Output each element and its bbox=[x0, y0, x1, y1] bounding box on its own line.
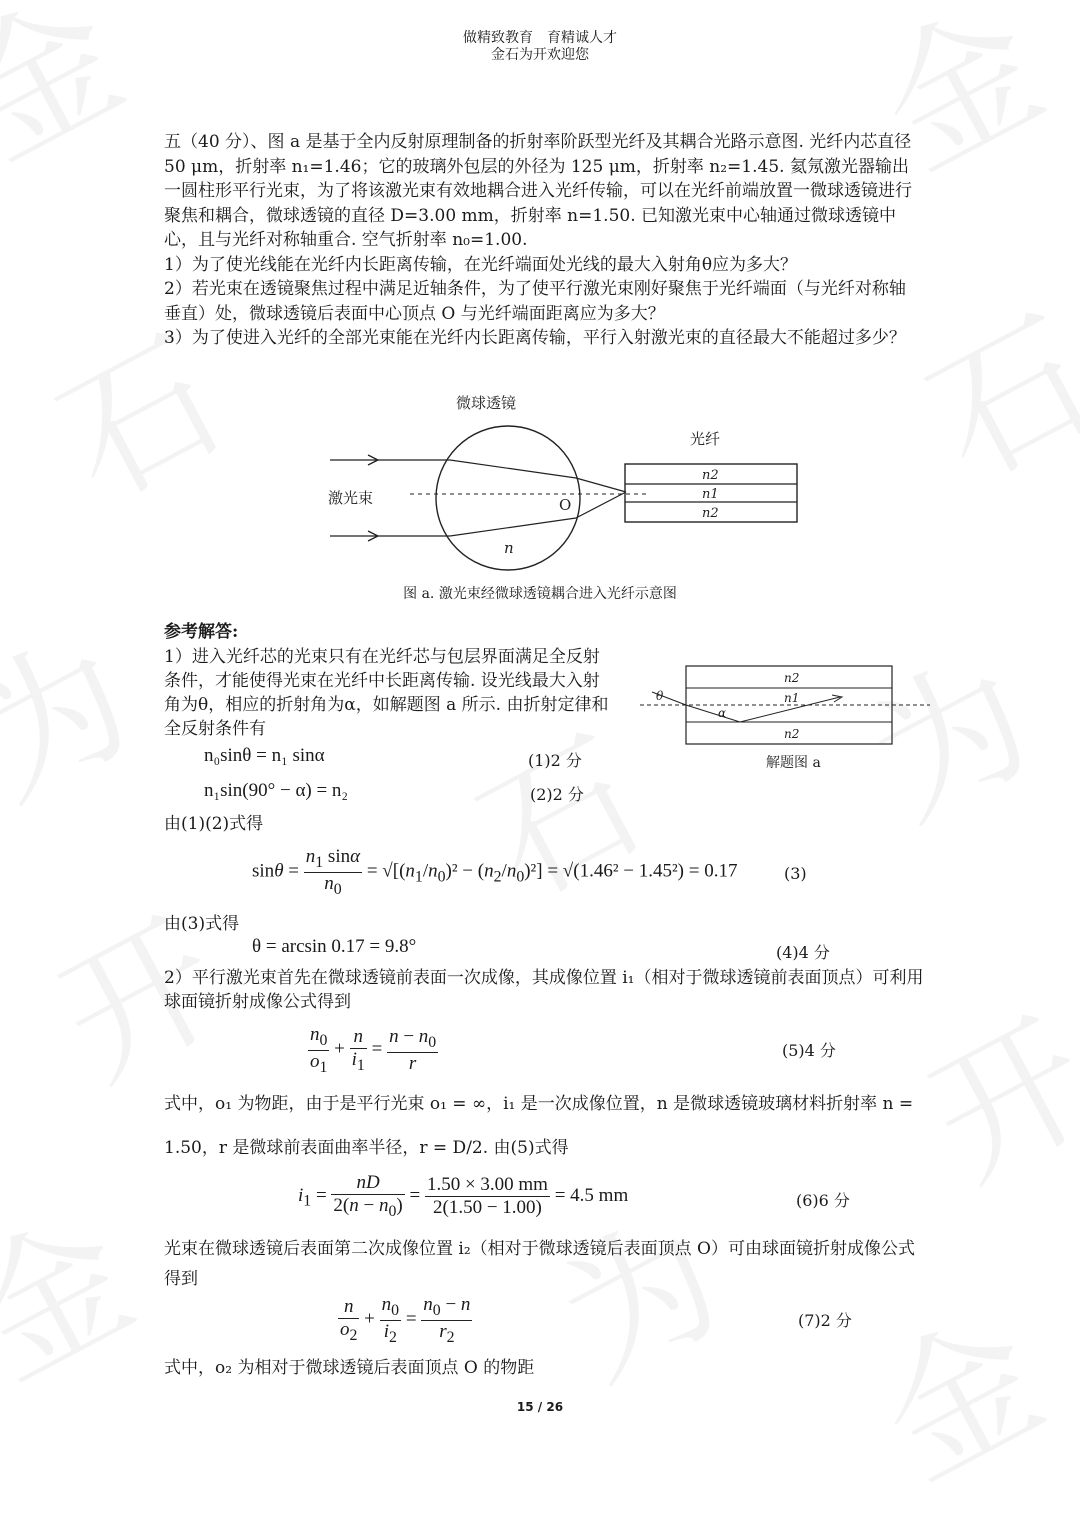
equation-4-number: (4)4 分 bbox=[776, 943, 830, 962]
question-3: 3）为了使进入光纤的全部光束能在光纤内长距离传输，平行入射激光束的直径最大不能超过多少？ bbox=[164, 328, 906, 348]
equation-1: n₀sinθ = n₁ sinα bbox=[204, 745, 325, 766]
figure-a bbox=[320, 388, 810, 578]
question-1: 1）为了使光线能在光纤内长距离传输，在光纤端面处光线的最大入射角θ应为多大？ bbox=[164, 254, 798, 275]
equation-2-number: (2)2 分 bbox=[530, 785, 584, 804]
solution-part1-text: 1）进入光纤芯的光束只有在光纤芯与包层界面满足全反射条件，才能使得光束在光纤中长距离传输. 设光线最大入射角为θ，相应的折射角为α，如解题图 a 所示. 由折射定律和全反射条件有 bbox=[164, 647, 609, 739]
equation-5-number: (5)4 分 bbox=[782, 1041, 836, 1060]
core-label: n1 bbox=[784, 691, 800, 705]
equation-1-number: (1)2 分 bbox=[528, 751, 582, 770]
fiber-label: 光纤 bbox=[690, 430, 721, 448]
equation-7-number: (7)2 分 bbox=[798, 1311, 852, 1330]
watermark bbox=[0, 1157, 162, 1418]
equation-6-number: (6)6 分 bbox=[796, 1191, 850, 1210]
solution-figure-caption: 解题图 a bbox=[766, 755, 821, 771]
equation-3-number: (3) bbox=[784, 864, 807, 883]
question-2: 2）若光束在透镜聚焦过程中满足近轴条件，为了使平行激光束刚好聚焦于光纤端面（与光纤对称轴垂直）处，微球透镜后表面中心顶点 O 与光纤端面距离应为多大？ bbox=[164, 279, 906, 324]
cladding-top-label: n2 bbox=[784, 671, 800, 685]
problem-intro: 五（40 分）、图 a 是基于全内反射原理制备的折射率阶跃型光纤及其耦合光路示意图. 光纤内芯直径 50 μm，折射率 n₁=1.46；它的玻璃外包层的外径为 125 μm，折射率 n₂=1.45. 氦氖激光器输出一圆柱形平行光束，为了将该激光束有效地耦合进入光纤传输，可以在光纤前端放置一微球透镜进行聚焦和耦合，微球透镜的直径 D=3.00 mm，折射率 n=1.50. 已知激光束中心轴通过微球透镜中心，且与光纤对称轴重合. 空气折射率 n₀=1.00. bbox=[164, 132, 912, 250]
derivation-note-1: 由(1)(2)式得 bbox=[164, 814, 264, 834]
derivation-note-2: 由(3)式得 bbox=[164, 914, 240, 934]
alpha-label: α bbox=[718, 706, 727, 720]
lens-label: 微球透镜 bbox=[456, 394, 517, 412]
page-number: 15 / 26 bbox=[516, 1400, 564, 1414]
solution-part2-explanation: 式中，o₁ 为物距，由于是平行光束 o₁ = ∞，i₁ 是一次成像位置，n 是微球透镜玻璃材料折射率 n = 1.50，r 是微球前表面曲率半径，r = D/2. 由(5)式得 bbox=[164, 1094, 914, 1158]
cladding-top-label: n2 bbox=[702, 468, 719, 483]
equation-2: n₁sin(90° − α) = n₂ bbox=[204, 780, 349, 801]
equation-4: θ = arcsin 0.17 = 9.8° bbox=[252, 936, 417, 957]
solution-figure-a bbox=[640, 664, 930, 754]
figure-a-caption: 图 a. 激光束经微球透镜耦合进入光纤示意图 bbox=[403, 586, 677, 602]
cladding-bottom-label: n2 bbox=[784, 727, 800, 741]
equation-3: sinθ = $\frac{n_1 \sin\alpha}{n_0}$ = $√[(n_1/n_0)^2 - (n_2/n_0)^2] = √(1.46^2 - 1.45^2) = 0.17$ bbox=[252, 846, 738, 898]
solution-heading: 参考解答: bbox=[164, 622, 239, 642]
problem-text bbox=[164, 130, 920, 351]
vertex-label: O bbox=[559, 496, 572, 514]
header-slogan: 做精致教育 育精诚人才 bbox=[463, 30, 617, 46]
lens-index-label: n bbox=[504, 539, 514, 557]
solution-part2-second-image: 光束在微球透镜后表面第二次成像位置 i₂（相对于微球透镜后表面顶点 O）可由球面镜折射成像公式得到 bbox=[164, 1239, 915, 1289]
equation-6: $i_1$ = $\frac{nD}{2(n - n_0)}$ = $\frac{1.50 \times 3.00 mm}{2(1.50 - 1.00)}$ = 4.5 mm bbox=[298, 1172, 629, 1220]
cladding-bottom-label: n2 bbox=[702, 506, 719, 521]
beam-label: 激光束 bbox=[328, 489, 374, 507]
page-header bbox=[0, 30, 1080, 64]
core-label: n1 bbox=[702, 487, 719, 502]
equation-7: $\frac{n}{o_2}$ + $\frac{n_0}{i_2}$ = $\frac{n_0 - n}{r_2}$ bbox=[340, 1294, 471, 1346]
header-welcome: 金石为开欢迎您 bbox=[491, 47, 589, 63]
theta-label: θ bbox=[656, 689, 664, 703]
solution-part2-text: 2）平行激光束首先在微球透镜前表面一次成像，其成像位置 i₁（相对于微球透镜前表面顶点）可利用球面镜折射成像公式得到 bbox=[164, 968, 924, 1012]
equation-5: $\frac{n_0}{o_1}$ + $\frac{n}{i_1}$ = $\frac{n - n_0}{r}$ bbox=[310, 1024, 437, 1076]
watermark bbox=[0, 577, 162, 838]
solution-part2-note: 式中，o₂ 为相对于微球透镜后表面顶点 O 的物距 bbox=[164, 1358, 535, 1378]
watermark bbox=[838, 1257, 1072, 1518]
